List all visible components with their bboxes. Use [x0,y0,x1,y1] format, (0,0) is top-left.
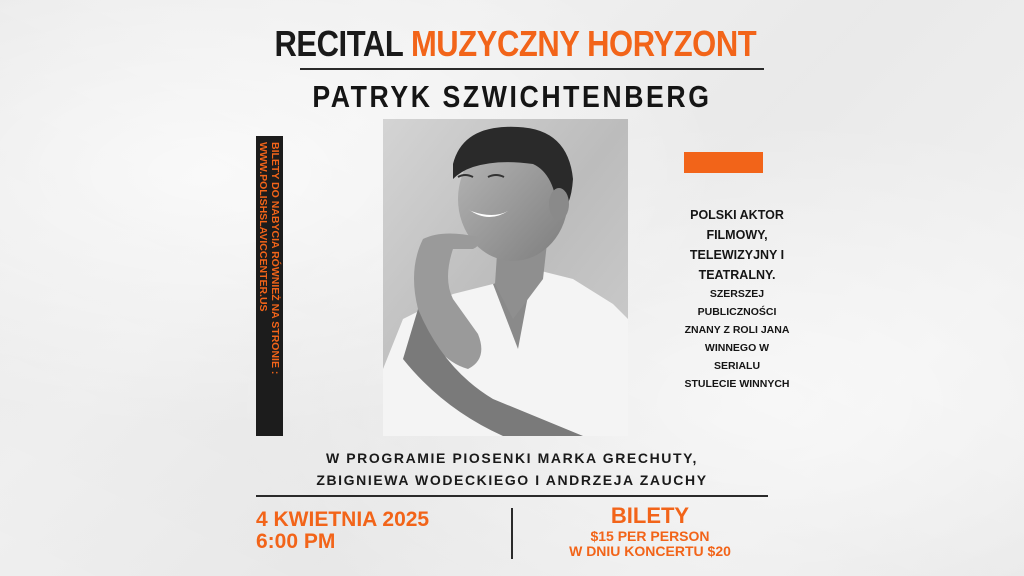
bio-line: FILMOWY, [706,228,768,242]
bio-line: STULECIE WINNYCH [684,378,790,390]
ticket-website-banner [256,136,283,436]
bio-line: SERIALU [713,360,761,372]
banner-line-1: BILETY DO NABYCIA RÓWNIEŻ NA STRONIE : [269,142,281,375]
bio-line: TELEWIZYJNY I [689,248,785,262]
accent-bar [684,152,763,173]
bio-line: SZERSZEJ [709,288,765,300]
poster-title [75,22,956,66]
website-link[interactable]: WWW.POLISHSLAVICCENTER.US [257,142,269,312]
event-time: 6:00 PM [256,530,336,553]
program-line-2: ZBIGNIEWA WODECKIEGO I ANDRZEJA ZAUCHY [316,472,708,488]
bio-line: TEATRALNY. [698,268,776,282]
program-divider [256,495,768,497]
tickets-heading: BILETY [610,503,690,528]
bio-line: PUBLICZNOŚCI [697,306,777,318]
ticket-door-price: W DNIU KONCERTU $20 [569,543,731,559]
ticket-website-text [256,136,283,436]
performer-photo [383,119,628,436]
title-prefix: RECITAL [274,23,403,64]
bio-line: WINNEGO W [704,342,770,354]
program-description [0,447,1024,491]
title-divider [300,68,764,70]
ticket-info [530,503,770,559]
performer-bio [648,205,826,393]
program-line-1: W PROGRAMIE PIOSENKI MARKA GRECHUTY, [325,450,699,466]
event-datetime [256,509,429,553]
bio-line: POLSKI AKTOR [690,208,784,222]
title-accent: MUZYCZNY HORYZONT [410,23,757,64]
bio-line: ZNANY Z ROLI JANA [684,324,790,336]
vertical-divider [511,508,513,559]
ticket-price: $15 PER PERSON [590,528,710,544]
event-date: 4 KWIETNIA 2025 [256,508,430,531]
portrait-image [383,119,628,436]
performer-name: PATRYK SZWICHTENBERG [312,79,712,114]
